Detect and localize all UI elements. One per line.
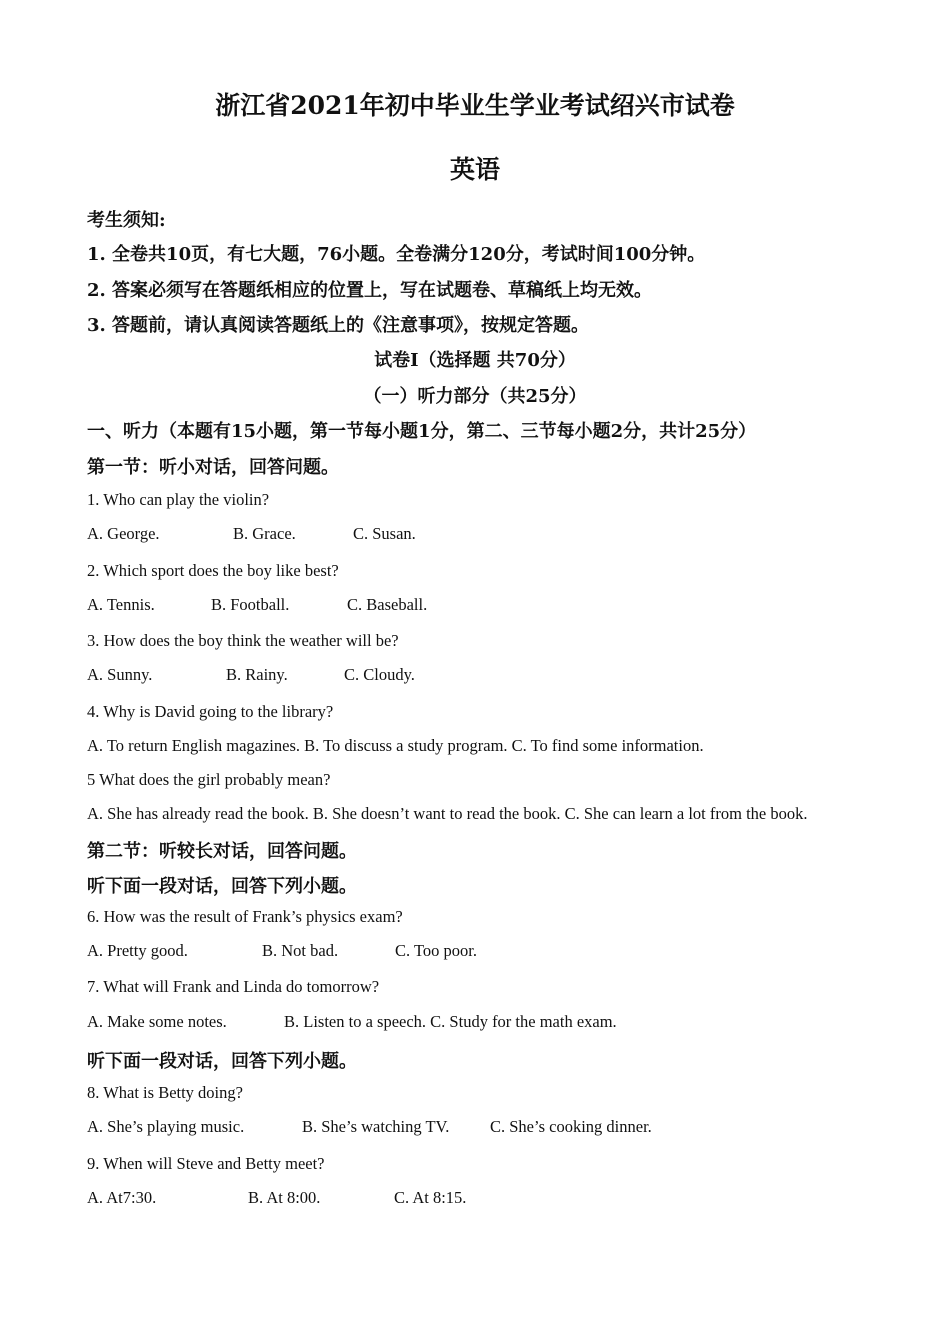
options-5: A. She has already read the book. B. She doesn’t want to read the book. C. She can learn a lot from the book. (87, 804, 808, 823)
option-1b: B. Grace. (233, 524, 296, 543)
section-2-heading: 第二节：听较长对话，回答问题。 (87, 841, 357, 862)
notice-heading: 考生须知: (87, 210, 166, 231)
subject-title: 英语 (449, 155, 500, 184)
option-6a: A. Pretty good. (87, 941, 188, 960)
notice-item-2: 2. 答案必须写在答题纸相应的位置上，写在试题卷、草稿纸上均无效。 (87, 280, 653, 301)
option-8a: A. She’s playing music. (87, 1117, 245, 1136)
listen-instruction-1: 听下面一段对话，回答下列小题。 (87, 876, 357, 897)
option-6b: B. Not bad. (262, 941, 339, 960)
notice-item-3: 3. 答题前，请认真阅读答题纸上的《注意事项》，按规定答题。 (87, 315, 590, 336)
option-2c: C. Baseball. (347, 595, 428, 614)
option-9b: B. At 8:00. (248, 1188, 321, 1207)
part-heading: （一）听力部分（共25分） (363, 386, 587, 407)
option-9c: C. At 8:15. (394, 1188, 467, 1207)
option-8c: C. She’s cooking dinner. (490, 1117, 652, 1136)
question-1: 1. Who can play the violin? (87, 490, 270, 509)
options-3 (87, 665, 415, 685)
options-9 (87, 1188, 466, 1208)
listen-instruction-2: 听下面一段对话，回答下列小题。 (87, 1051, 357, 1072)
question-3: 3. How does the boy think the weather will be? (87, 631, 399, 650)
question-8: 8. What is Betty doing? (87, 1083, 243, 1102)
section-header: 一、听力（本题有15小题，第一节每小题1分，第二、三节每小题2分，共计25分） (87, 421, 757, 442)
option-6c: C. Too poor. (395, 941, 477, 960)
option-3c: C. Cloudy. (344, 665, 415, 684)
options-2 (87, 595, 427, 615)
section-1-heading: 第一节：听小对话，回答问题。 (87, 457, 339, 478)
question-9: 9. When will Steve and Betty meet? (87, 1154, 325, 1173)
option-9a: A. At7:30. (87, 1188, 157, 1207)
notice-item-1: 1. 全卷共10页，有七大题，76小题。全卷满分120分，考试时间100分钟。 (87, 244, 706, 265)
option-3a: A. Sunny. (87, 665, 153, 684)
page-title: 浙江省2021年初中毕业生学业考试绍兴市试卷 (215, 91, 735, 120)
question-5: 5 What does the girl probably mean? (87, 770, 331, 789)
option-3b: B. Rainy. (226, 665, 288, 684)
options-7 (87, 1012, 617, 1032)
option-7a: A. Make some notes. (87, 1012, 227, 1031)
question-6: 6. How was the result of Frank’s physics exam? (87, 907, 403, 926)
options-4: A. To return English magazines. B. To discuss a study program. C. To find some information. (87, 736, 704, 755)
option-7bc: B. Listen to a speech. C. Study for the math exam. (284, 1012, 617, 1031)
option-1a: A. George. (87, 524, 160, 543)
option-2a: A. Tennis. (87, 595, 155, 614)
question-4: 4. Why is David going to the library? (87, 702, 334, 721)
question-2: 2. Which sport does the boy like best? (87, 561, 339, 580)
question-7: 7. What will Frank and Linda do tomorrow? (87, 977, 380, 996)
option-1c: C. Susan. (353, 524, 416, 543)
options-8 (87, 1117, 652, 1137)
options-1 (87, 524, 416, 544)
options-6 (87, 941, 477, 961)
paper-heading: 试卷I（选择题 共70分） (374, 350, 576, 371)
option-2b: B. Football. (211, 595, 290, 614)
option-8b: B. She’s watching TV. (302, 1117, 450, 1136)
